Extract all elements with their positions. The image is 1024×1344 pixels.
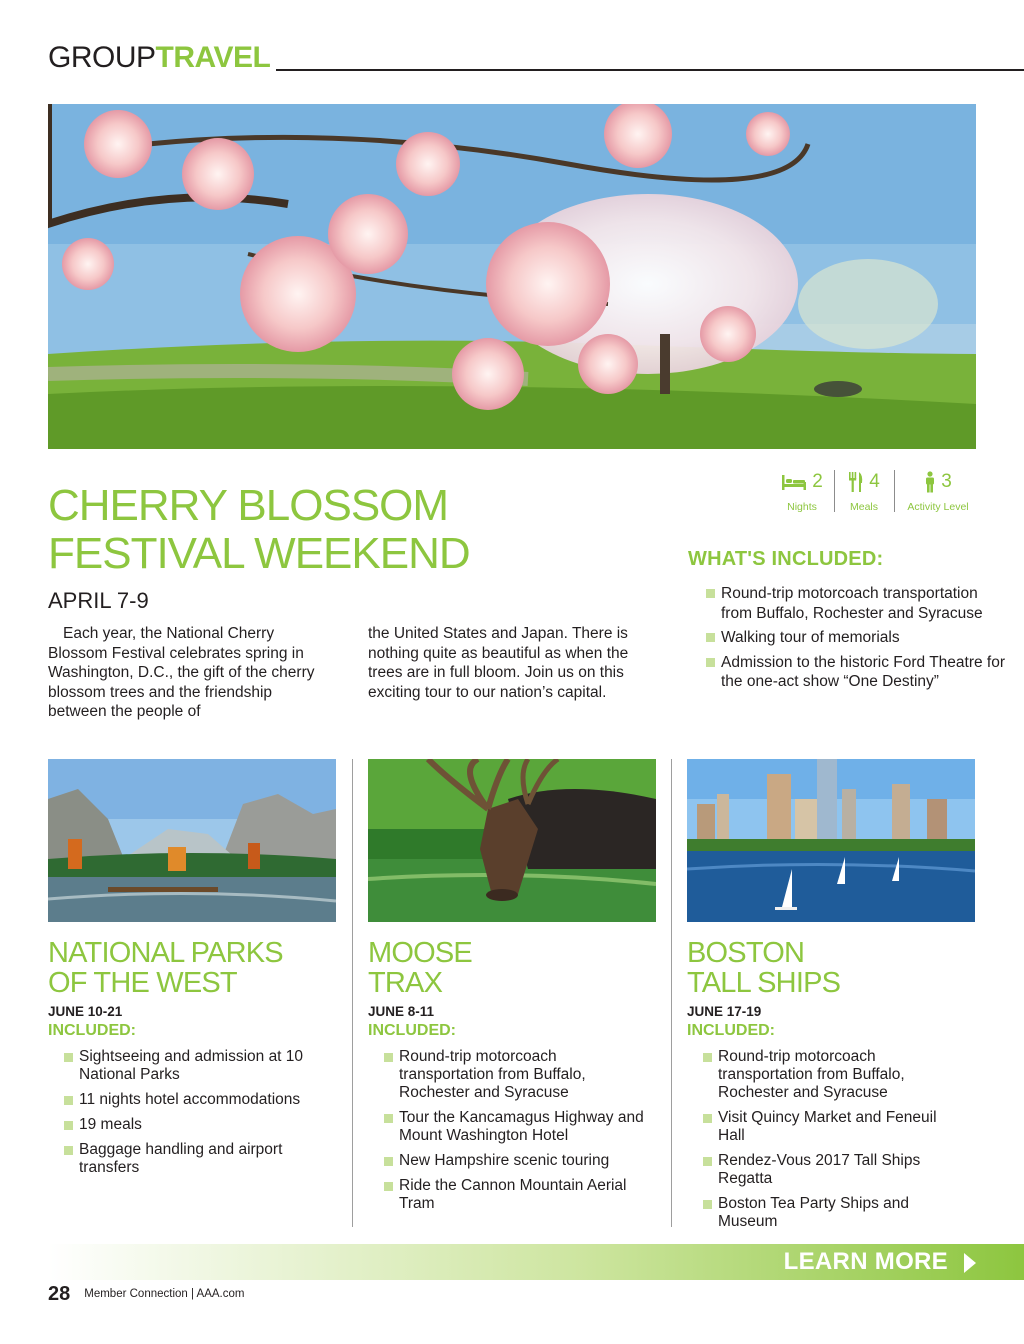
card-included-list — [384, 1048, 644, 1213]
card-title — [687, 938, 977, 998]
card-date: JUNE 10-21 — [48, 1004, 123, 1019]
feature-title-line1: CHERRY BLOSSOM — [48, 481, 449, 530]
trip-stats — [772, 468, 982, 516]
arrow-right-icon[interactable] — [964, 1253, 976, 1273]
page-number: 28 — [48, 1282, 71, 1305]
list-item: Walking tour of memorials — [706, 628, 1006, 648]
card-title-line1: MOOSE — [368, 937, 472, 969]
feature-date: APRIL 7-9 — [48, 588, 149, 613]
feature-body-col1: Each year, the National Cherry Blossom Festival celebrates spring in Washington, D.C., the gift of the cherry blossom trees and the friendship between the people of — [48, 625, 315, 721]
fork-knife-icon — [848, 471, 864, 493]
feature-body-col2: the United States and Japan. There is nothing quite as beautiful as when the trees are in full bloom. Join us on this exciting tour to our nation’s capital. — [368, 625, 629, 701]
learn-more-label[interactable]: LEARN MORE — [783, 1248, 948, 1275]
column-divider — [352, 759, 353, 1227]
stat-nights-value: 2 — [812, 471, 823, 492]
card-image-yosemite — [48, 759, 336, 922]
stat-divider — [894, 470, 895, 512]
card-included-label: INCLUDED: — [48, 1022, 136, 1039]
card-included-list — [64, 1048, 324, 1177]
list-item: Ride the Cannon Mountain Aerial Tram — [384, 1177, 644, 1213]
stat-meals-value: 4 — [869, 471, 880, 492]
section-header — [48, 40, 1024, 76]
stat-nights-label: Nights — [787, 501, 817, 513]
card-title — [368, 938, 658, 998]
list-item: Visit Quincy Market and Feneuil Hall — [703, 1109, 963, 1145]
card-title-line2: OF THE WEST — [48, 967, 237, 999]
feature-title-line2: FESTIVAL WEEKEND — [48, 529, 470, 578]
card-included-label: INCLUDED: — [368, 1022, 456, 1039]
stat-meals-label: Meals — [849, 501, 878, 513]
list-item: Tour the Kancamagus Highway and Mount Washington Hotel — [384, 1109, 644, 1145]
list-item: Round-trip motorcoach transportation from Buffalo, Rochester and Syracuse — [384, 1048, 644, 1102]
list-item: New Hampshire scenic touring — [384, 1152, 644, 1170]
hero-image-cherry-blossoms — [48, 104, 976, 449]
list-item: Baggage handling and airport transfers — [64, 1141, 324, 1177]
header-rule — [276, 69, 1024, 71]
card-image-boston-harbor — [687, 759, 975, 922]
feature-title — [48, 482, 668, 578]
column-divider — [671, 759, 672, 1227]
list-item: Admission to the historic Ford Theatre for the one-act show “One Destiny” — [706, 653, 1006, 692]
card-date: JUNE 17-19 — [687, 1004, 762, 1019]
publication-name: Member Connection | AAA.com — [84, 1288, 245, 1300]
list-item: Round-trip motorcoach transportation from Buffalo, Rochester and Syracuse — [706, 584, 1006, 623]
section-title-part2: TRAVEL — [155, 41, 271, 74]
card-title — [48, 938, 338, 998]
card-included-list — [703, 1048, 963, 1231]
card-title-line1: BOSTON — [687, 937, 805, 969]
learn-more-banner[interactable] — [48, 1244, 1024, 1280]
stat-nights — [772, 468, 832, 513]
section-title-part1: GROUP — [48, 41, 156, 74]
card-title-line1: NATIONAL PARKS — [48, 937, 283, 969]
section-title — [48, 40, 270, 76]
whats-included-list — [706, 584, 1006, 697]
list-item: Rendez-Vous 2017 Tall Ships Regatta — [703, 1152, 963, 1188]
list-item: Boston Tea Party Ships and Museum — [703, 1195, 963, 1231]
whats-included-heading: WHAT'S INCLUDED: — [688, 548, 884, 570]
trip-card-moose-trax — [368, 759, 658, 1220]
card-date: JUNE 8-11 — [368, 1004, 435, 1019]
trip-card-boston-tall-ships — [687, 759, 977, 1238]
card-image-moose — [368, 759, 656, 922]
card-included-label: INCLUDED: — [687, 1022, 775, 1039]
person-icon — [924, 471, 936, 493]
card-title-line2: TRAX — [368, 967, 443, 999]
stat-divider — [834, 470, 835, 512]
page-footer — [48, 1282, 244, 1306]
list-item: 19 meals — [64, 1116, 324, 1134]
stat-activity-label: Activity Level — [907, 501, 969, 513]
stat-meals — [836, 468, 892, 513]
list-item: 11 nights hotel accommodations — [64, 1091, 324, 1109]
trip-card-national-parks — [48, 759, 338, 1184]
list-item: Round-trip motorcoach transportation from Buffalo, Rochester and Syracuse — [703, 1048, 963, 1102]
stat-activity-level — [896, 468, 980, 513]
list-item: Sightseeing and admission at 10 National Parks — [64, 1048, 324, 1084]
stat-activity-value: 3 — [941, 471, 952, 492]
card-title-line2: TALL SHIPS — [687, 967, 841, 999]
bed-icon — [781, 473, 807, 491]
